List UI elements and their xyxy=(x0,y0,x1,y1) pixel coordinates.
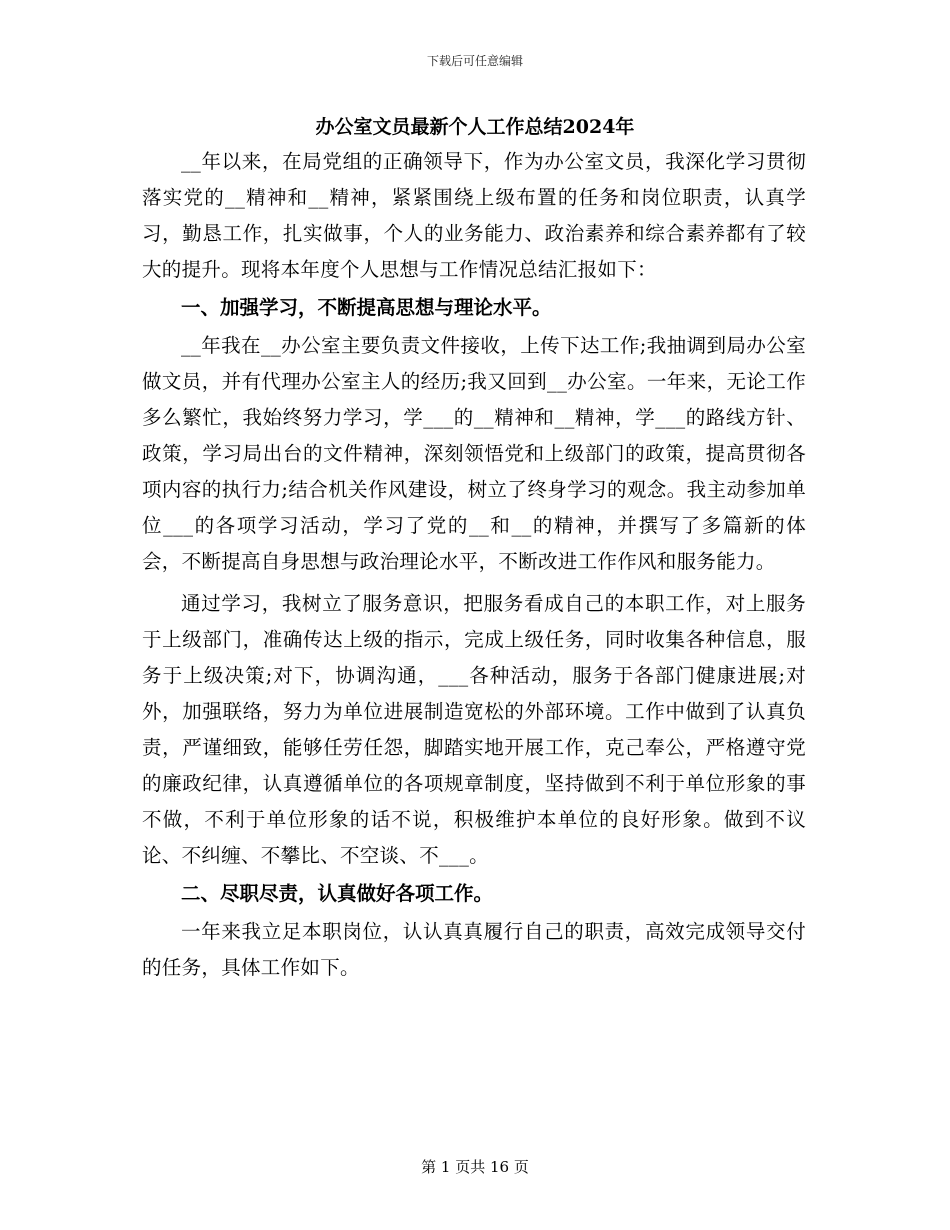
section-1-paragraph-2: 通过学习，我树立了服务意识，把服务看成自己的本职工作，对上服务于上级部门，准确传达上级的指示，完成上级任务，同时收集各种信息，服务于上级决策;对下，协调沟通，___各种活动，服务于各部门健康进展;对外，加强联络，努力为单位进展制造宽松的外部环境。工作中做到了认真负责，严谨细致，能够任劳任怨，脚踏实地开展工作，克己奉公，严格遵守党的廉政纪律，认真遵循单位的各项规章制度，坚持做到不利于单位形象的事不做，不利于单位形象的话不说，积极维护本单位的良好形象。做到不议论、不纠缠、不攀比、不空谈、不___。 xyxy=(142,592,806,867)
intro-paragraph: __年以来，在局党组的正确领导下，作为办公室文员，我深化学习贯彻落实党的__精神和__精神，紧紧围绕上级布置的任务和岗位职责，认真学习，勤恳工作，扎实做事，个人的业务能力、政治素养和综合素养都有了较大的提升。现将本年度个人思想与工作情况总结汇报如下： xyxy=(142,150,806,281)
section-1-paragraph-1: __年我在__办公室主要负责文件接收，上传下达工作;我抽调到局办公室做文员，并有代理办公室主人的经历;我又回到__办公室。一年来，无论工作多么繁忙，我始终努力学习，学___的__精神和__精神，学___的路线方针、政策，学习局出台的文件精神，深刻领悟党和上级部门的政策，提高贯彻各项内容的执行力;结合机关作风建设，树立了终身学习的观念。我主动参加单位___的各项学习活动，学习了党的__和__的精神，并撰写了多篇新的体会，不断提高自身思想与政治理论水平，不断改进工作作风和服务能力。 xyxy=(142,334,806,573)
section-2-heading: 二、尽职尽责，认真做好各项工作。 xyxy=(181,882,494,905)
document-body xyxy=(142,144,806,986)
section-2-paragraph-1: 一年来我立足本职岗位，认认真真履行自己的职责，高效完成领导交付的任务，具体工作如下。 xyxy=(142,920,806,979)
page-number: 第 1 页共 16 页 xyxy=(421,1158,529,1176)
document-title: 办公室文员最新个人工作总结2024年 xyxy=(315,116,635,138)
section-1-heading: 一、加强学习，不断提高思想与理论水平。 xyxy=(181,296,552,319)
header-note: 下载后可任意编辑 xyxy=(426,54,523,68)
